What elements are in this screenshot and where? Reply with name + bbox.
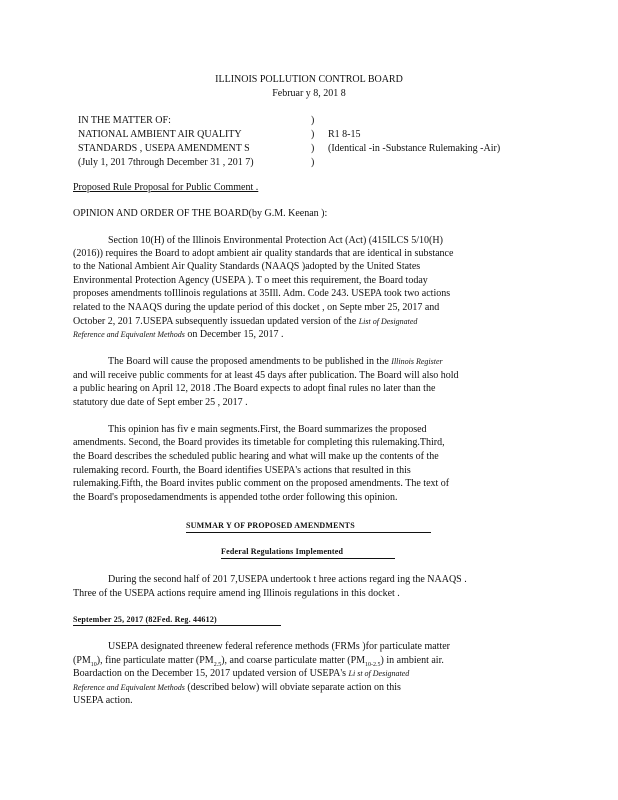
text-run: ) in ambient air.	[380, 655, 444, 666]
docket-number: R1 8-15	[328, 129, 361, 140]
caption-paren: )	[311, 115, 315, 126]
section-heading-september: September 25, 2017 (82Fed. Reg. 44612)	[73, 615, 217, 624]
text-run: ), and coarse particulate matter (PM	[221, 655, 366, 666]
proposal-heading: Proposed Rule Proposal for Public Comment .	[73, 182, 259, 193]
text-run: Boardaction on the December 15, 2017 updated version of USEPA's	[73, 668, 347, 679]
text-line: rulemaking.Fifth, the Board invites public comment on the proposed amendments. The text of	[73, 478, 450, 489]
heading-underline	[73, 625, 281, 626]
caption-left-line: (July 1, 201 7through December 31 , 201 7)	[78, 157, 254, 168]
text-run: on December 15, 2017 .	[187, 329, 284, 340]
italic-title: Illinois Register	[391, 357, 443, 366]
text-line: proposes amendments toIllinois regulations at 35Ill. Adm. Code 243. USEPA took two actions	[73, 288, 451, 299]
heading-underline	[186, 532, 431, 533]
text-run: (PM	[73, 655, 91, 666]
subscript: 10-2.5	[365, 662, 381, 668]
text-line: amendments. Second, the Board provides its timetable for completing this rulemaking.Third,	[73, 437, 445, 448]
caption-left-line: IN THE MATTER OF:	[78, 115, 171, 126]
subscript: 2.5	[213, 662, 222, 668]
text-line	[73, 316, 417, 328]
text-run: The Board will cause the proposed amendments to be published in the	[108, 356, 389, 367]
text-line: related to the NAAQS during the update period of this docket , on Septe mber 25, 2017 and	[73, 302, 440, 313]
text-line: USEPA action.	[73, 695, 133, 706]
opinion-heading: OPINION AND ORDER OF THE BOARD(by G.M. Keenan ):	[73, 208, 328, 219]
text-line: (2016)) requires the Board to adopt ambient air quality standards that are identical in substance	[73, 248, 454, 259]
document-date: Februar y 8, 201 8	[272, 88, 346, 99]
text-line	[108, 356, 443, 368]
text-line: statutory due date of Sept ember 25 , 2017 .	[73, 397, 248, 408]
text-line: This opinion has fiv e main segments.First, the Board summarizes the proposed	[108, 424, 427, 435]
text-line: USEPA designated threenew federal reference methods (FRMs )for particulate matter	[108, 641, 451, 652]
text-run: ), fine particulate matter (PM	[96, 655, 214, 666]
text-line: the Board's proposedamendments is appended tothe order following this opinion.	[73, 492, 398, 503]
heading-underline	[221, 558, 395, 559]
text-line: rulemaking record. Fourth, the Board identifies USEPA's actions that resulted in this	[73, 465, 411, 476]
text-line: Section 10(H) of the Illinois Environmental Protection Act (Act) (415ILCS 5/10(H)	[108, 235, 443, 246]
italic-title: Reference and Equivalent Methods	[73, 330, 185, 339]
text-line	[73, 668, 409, 680]
text-line	[73, 329, 283, 341]
subscript: 10	[90, 662, 97, 668]
text-run: (described below) will obviate separate action on this	[187, 682, 401, 693]
text-line: Three of the USEPA actions require amend ing Illinois regulations in this docket .	[73, 588, 400, 599]
italic-title: Reference and Equivalent Methods	[73, 683, 185, 692]
text-run: October 2, 201 7.USEPA subsequently issuedan updated version of the	[73, 316, 357, 327]
text-line: to the National Ambient Air Quality Standards (NAAQS )adopted by the United States	[73, 261, 421, 272]
caption-left-line: NATIONAL AMBIENT AIR QUALITY	[78, 129, 242, 140]
section-heading-federal: Federal Regulations Implemented	[221, 547, 344, 556]
caption-paren: )	[311, 157, 315, 168]
section-heading-summary: SUMMAR Y OF PROPOSED AMENDMENTS	[186, 521, 355, 530]
italic-title: List of Designated	[358, 317, 418, 326]
caption-left-line: STANDARDS , USEPA AMENDMENT S	[78, 143, 250, 154]
board-title: ILLINOIS POLLUTION CONTROL BOARD	[215, 74, 403, 85]
text-line: a public hearing on April 12, 2018 .The Board expects to adopt final rules no later than the	[73, 383, 436, 394]
text-line	[73, 682, 401, 694]
text-line: the Board describes the scheduled public hearing and what will make up the contents of the	[73, 451, 439, 462]
rulemaking-type: (Identical -in -Substance Rulemaking -Air)	[328, 143, 501, 154]
italic-title: Li st of Designated	[348, 669, 410, 678]
caption-paren: )	[311, 129, 315, 140]
text-line: Environmental Protection Agency (USEPA ). T o meet this requirement, the Board today	[73, 275, 428, 286]
caption-paren: )	[311, 143, 315, 154]
text-line: During the second half of 201 7,USEPA undertook t hree actions regard ing the NAAQS .	[108, 574, 467, 585]
text-line: and will receive public comments for at least 45 days after publication. The Board will also hold	[73, 370, 459, 381]
